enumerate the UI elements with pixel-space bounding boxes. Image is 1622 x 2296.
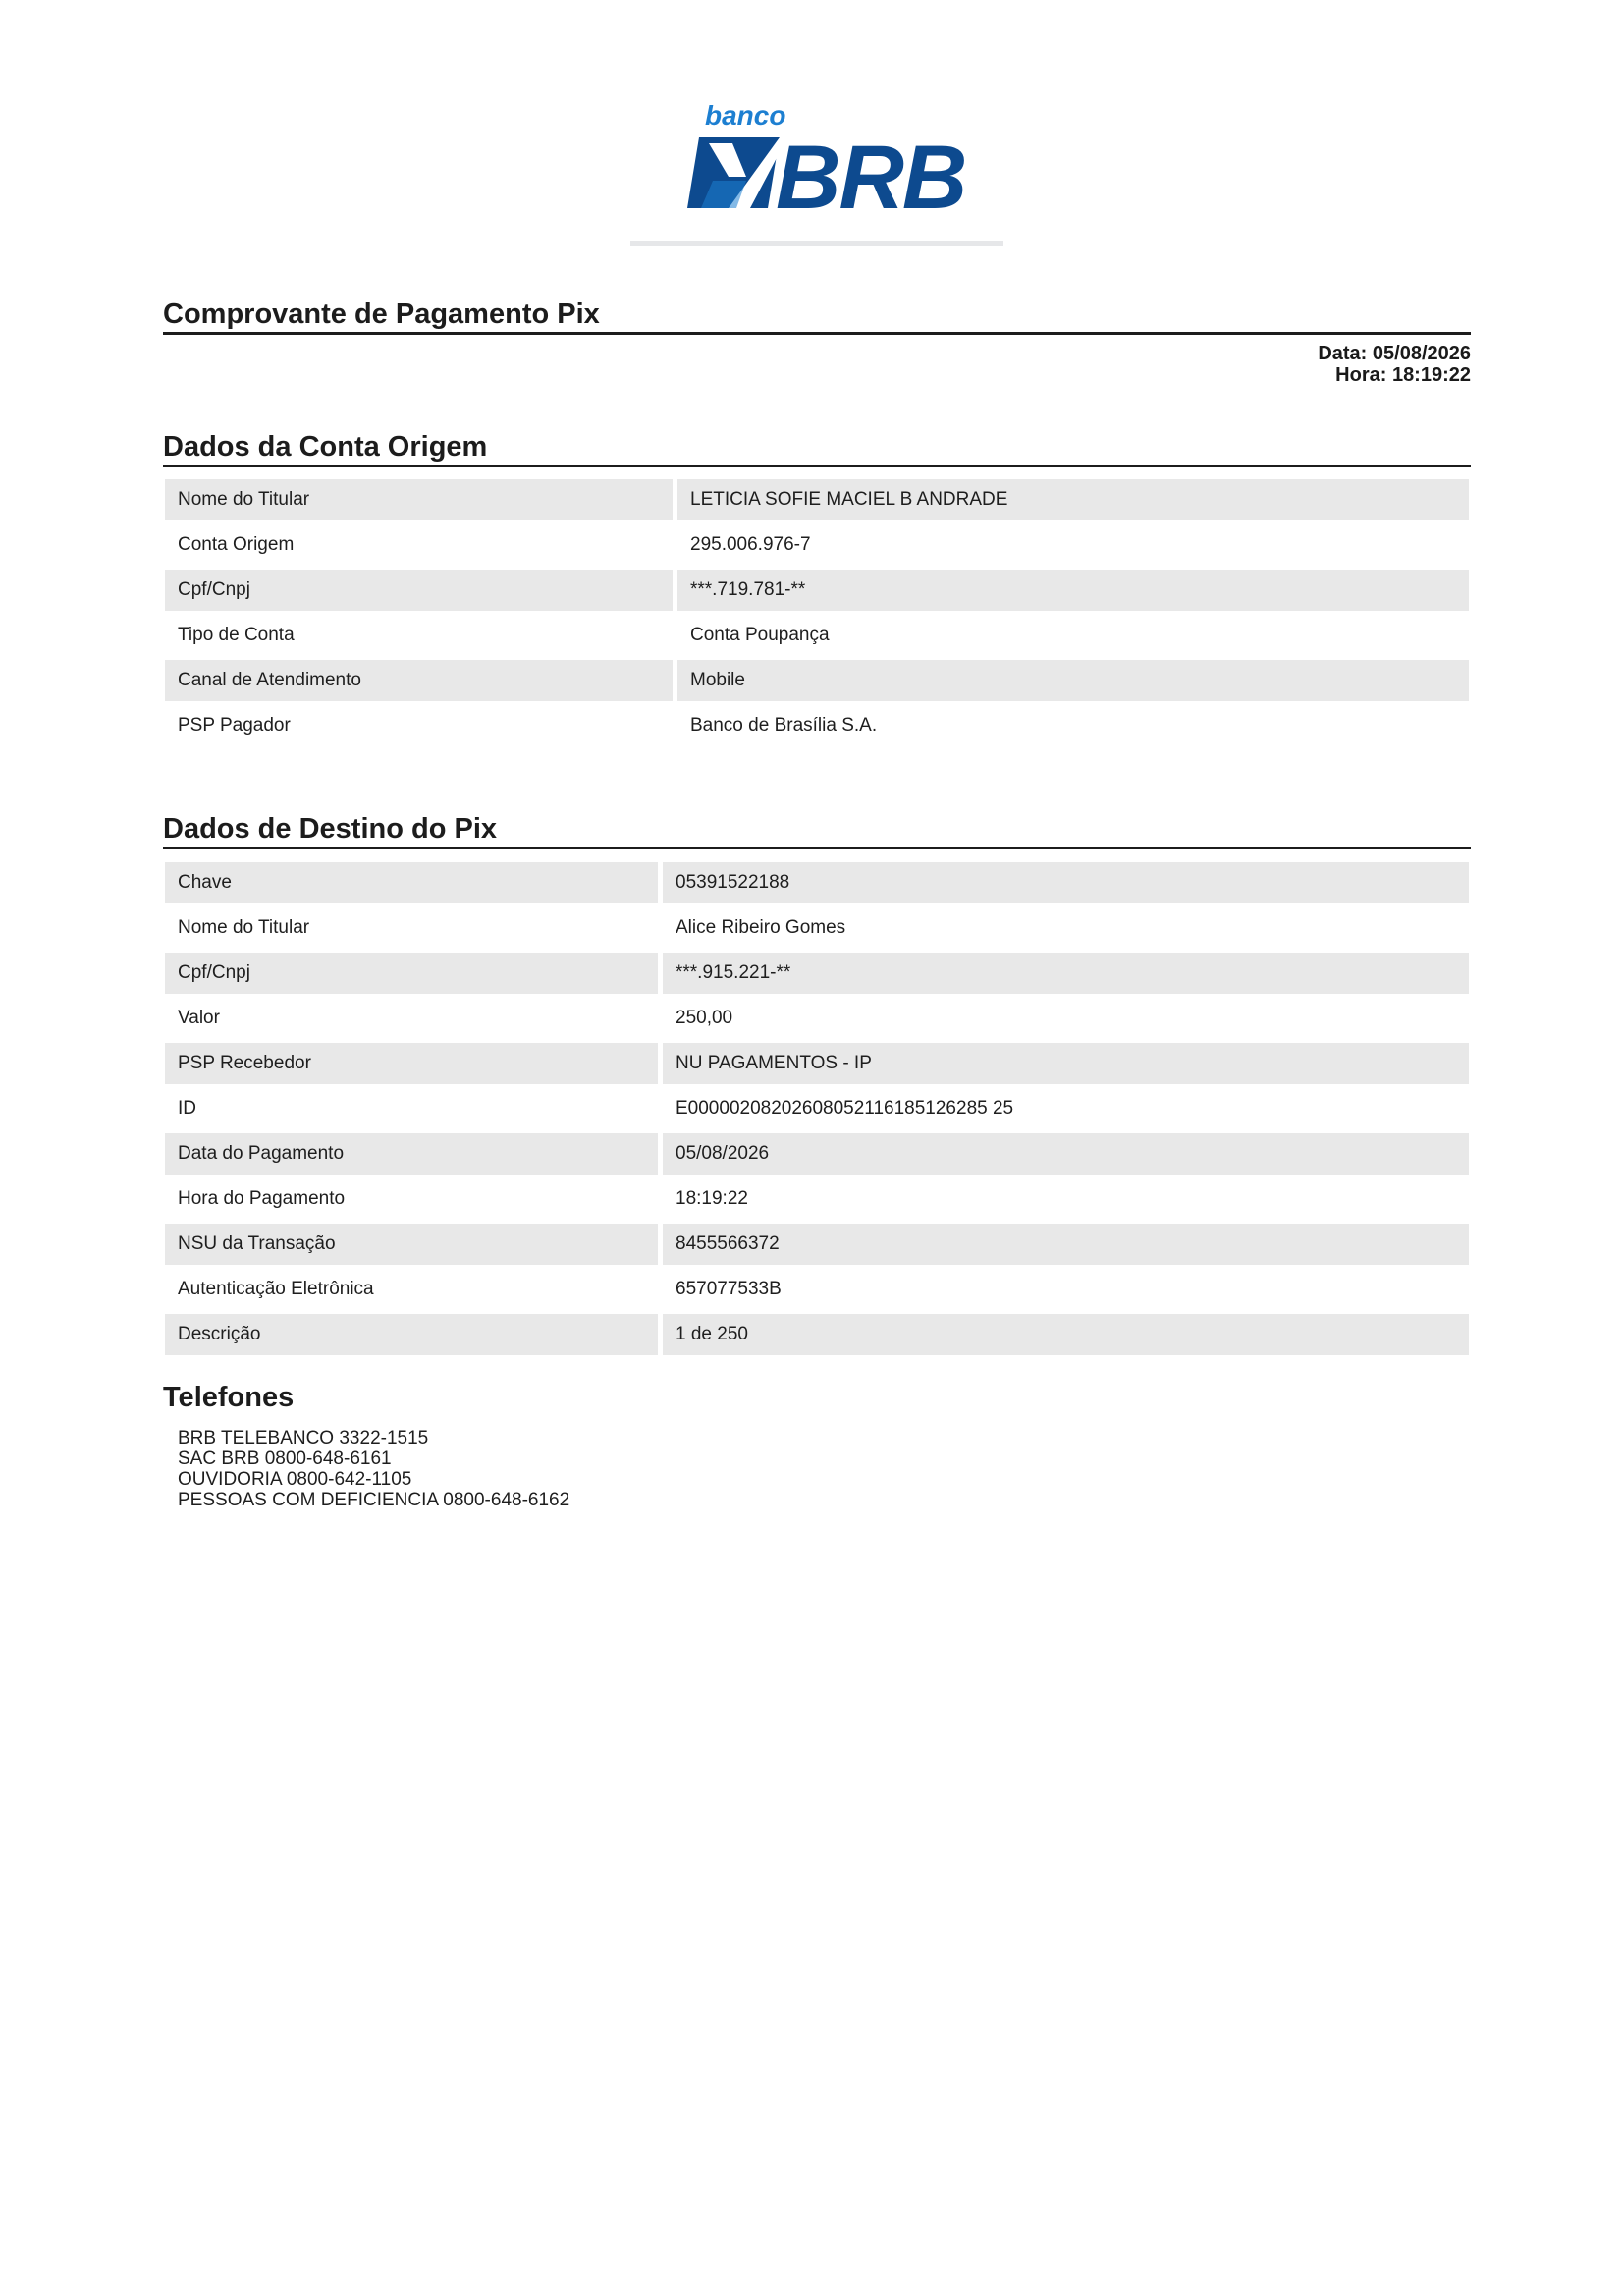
origin-table <box>165 477 1469 748</box>
phone-line: OUVIDORIA 0800-642-1105 <box>178 1469 412 1490</box>
logo-emblem-icon <box>687 137 787 208</box>
row-value: E00000208202608052116185126285 25 <box>676 1098 1014 1119</box>
brb-logo-mark <box>630 98 1003 216</box>
document-datetime <box>1318 343 1471 386</box>
document-date: Data: 05/08/2026 <box>1318 343 1471 364</box>
row-value: ***.915.221-** <box>663 953 1469 994</box>
row-label: Nome do Titular <box>178 917 310 938</box>
row-label: Autenticação Eletrônica <box>178 1279 374 1299</box>
table-row <box>165 703 1469 748</box>
row-value: 05391522188 <box>663 862 1469 903</box>
row-value: Mobile <box>677 660 1469 701</box>
table-row <box>165 1222 1469 1267</box>
row-value: 250,00 <box>676 1008 733 1028</box>
row-label: Cpf/Cnpj <box>165 953 658 994</box>
table-row <box>165 860 1469 905</box>
row-value: Alice Ribeiro Gomes <box>676 917 846 938</box>
row-label: Valor <box>178 1008 220 1028</box>
table-row <box>165 996 1469 1041</box>
row-value: 18:19:22 <box>676 1188 748 1209</box>
row-label: Conta Origem <box>178 534 295 555</box>
row-value: NU PAGAMENTOS - IP <box>663 1043 1469 1084</box>
row-label: Tipo de Conta <box>178 625 295 645</box>
table-row <box>165 1312 1469 1357</box>
row-value: 657077533B <box>676 1279 782 1299</box>
title-rule <box>163 332 1471 335</box>
destination-section-title: Dados de Destino do Pix <box>163 813 497 845</box>
table-row <box>165 568 1469 613</box>
table-row <box>165 613 1469 658</box>
row-label: Canal de Atendimento <box>165 660 673 701</box>
phones-title: Telefones <box>163 1382 295 1413</box>
row-value: LETICIA SOFIE MACIEL B ANDRADE <box>677 479 1469 520</box>
row-value: 8455566372 <box>663 1224 1469 1265</box>
row-value: ***.719.781-** <box>677 570 1469 611</box>
table-row <box>165 1176 1469 1222</box>
row-label: Chave <box>165 862 658 903</box>
row-label: ID <box>178 1098 196 1119</box>
row-value: 05/08/2026 <box>663 1133 1469 1175</box>
table-row <box>165 951 1469 996</box>
phones-list <box>178 1428 569 1510</box>
row-label: Nome do Titular <box>165 479 673 520</box>
row-label: Data do Pagamento <box>165 1133 658 1175</box>
row-label: PSP Recebedor <box>165 1043 658 1084</box>
row-label: Cpf/Cnpj <box>165 570 673 611</box>
row-label: PSP Pagador <box>178 715 291 736</box>
row-value: Banco de Brasília S.A. <box>690 715 878 736</box>
table-row <box>165 905 1469 951</box>
origin-section-title: Dados da Conta Origem <box>163 431 488 463</box>
document-time: Hora: 18:19:22 <box>1335 364 1471 386</box>
table-row <box>165 522 1469 568</box>
destination-table <box>165 860 1469 1357</box>
table-row <box>165 1041 1469 1086</box>
row-label: Hora do Pagamento <box>178 1188 346 1209</box>
table-row <box>165 477 1469 522</box>
row-value: 295.006.976-7 <box>690 534 811 555</box>
phone-line: BRB TELEBANCO 3322-1515 <box>178 1428 429 1449</box>
phone-line: SAC BRB 0800-648-6161 <box>178 1449 392 1469</box>
table-row <box>165 1131 1469 1176</box>
origin-section-rule <box>163 465 1471 467</box>
logo-brand-text: BRB <box>776 128 966 216</box>
row-label: Descrição <box>165 1314 658 1355</box>
page-title: Comprovante de Pagamento Pix <box>163 299 600 330</box>
table-row <box>165 1086 1469 1131</box>
brb-logo <box>630 98 1003 247</box>
table-row <box>165 658 1469 703</box>
table-row <box>165 1267 1469 1312</box>
logo-small-text: banco <box>705 100 786 131</box>
phone-line: PESSOAS COM DEFICIENCIA 0800-648-6162 <box>178 1490 570 1510</box>
row-value: 1 de 250 <box>663 1314 1469 1355</box>
destination-section-rule <box>163 847 1471 849</box>
row-label: NSU da Transação <box>165 1224 658 1265</box>
row-value: Conta Poupança <box>690 625 830 645</box>
logo-divider <box>630 241 1003 246</box>
